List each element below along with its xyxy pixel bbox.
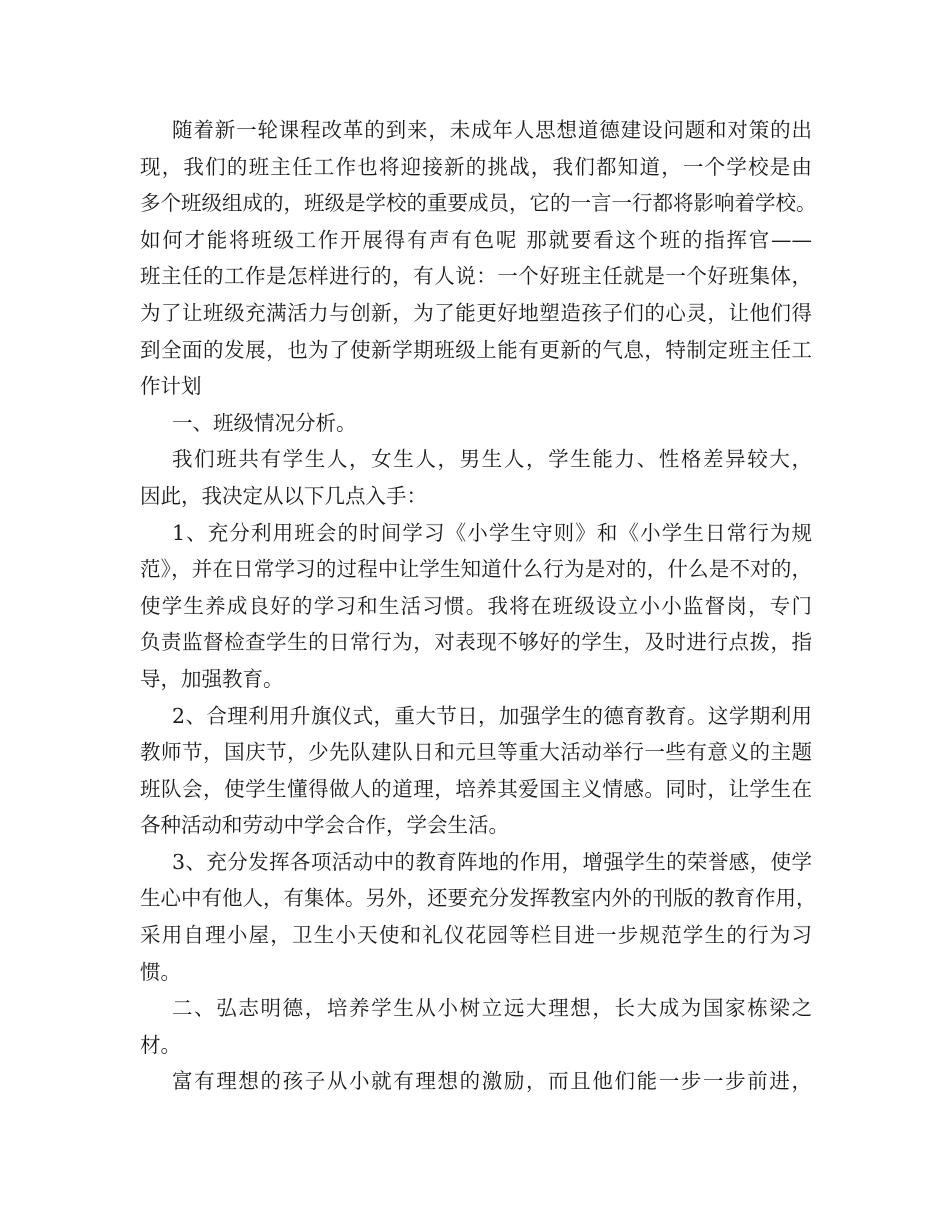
text-line: 生心中有他人，有集体。另外，还要充分发挥教室内外的刊版的教育作用， xyxy=(140,886,817,911)
text-line: 采用自理小屋，卫生小天使和礼仪花园等栏目进一步规范学生的行为习 xyxy=(140,923,812,948)
text-line: 3、充分发挥各项活动中的教育阵地的作用，增强学生的荣誉感，使学 xyxy=(172,849,812,874)
text-line: 班队会，使学生懂得做人的道理，培养其爱国主义情感。同时，让学生在 xyxy=(140,776,812,801)
text-line: 范》，并在日常学习的过程中让学生知道什么行为是对的，什么是不对的， xyxy=(140,557,812,582)
text-line: 一、班级情况分析。 xyxy=(172,410,357,435)
text-line: 现，我们的班主任工作也将迎接新的挑战，我们都知道，一个学校是由 xyxy=(140,154,812,179)
text-line: 如何才能将班级工作开展得有声有色呢 那就要看这个班的指挥官—— xyxy=(140,227,812,252)
text-line: 随着新一轮课程改革的到来，未成年人思想道德建设问题和对策的出 xyxy=(172,118,812,142)
text-line: 1、充分利用班会的时间学习《小学生守则》和《小学生日常行为规 xyxy=(172,520,812,545)
text-line: 负责监督检查学生的日常行为，对表现不够好的学生，及时进行点拨，指 xyxy=(140,630,812,655)
text-line: 惯。 xyxy=(140,959,181,984)
text-line: 各种活动和劳动中学会合作，学会生活。 xyxy=(140,813,509,838)
text-line: 使学生养成良好的学习和生活习惯。我将在班级设立小小监督岗，专门 xyxy=(140,593,812,618)
text-line: 到全面的发展，也为了使新学期班级上能有更新的气息，特制定班主任工 xyxy=(140,337,812,362)
document-body xyxy=(140,112,817,1100)
text-line: 班主任的工作是怎样进行的，有人说：一个好班主任就是一个好班集体， xyxy=(140,264,812,289)
text-line: 教师节，国庆节，少先队建队日和元旦等重大活动举行一些有意义的主题 xyxy=(140,740,812,765)
text-line: 作计划 xyxy=(140,374,202,399)
text-line: 材。 xyxy=(140,1032,181,1057)
text-line: 我们班共有学生人，女生人，男生人，学生能力、性格差异较大， xyxy=(172,447,812,472)
text-line: 多个班级组成的，班级是学校的重要成员，它的一言一行都将影响着学校。 xyxy=(140,191,817,216)
text-line: 导，加强教育。 xyxy=(140,666,284,691)
text-line: 因此，我决定从以下几点入手： xyxy=(140,483,427,508)
text-line: 为了让班级充满活力与创新，为了能更好地塑造孩子们的心灵，让他们得 xyxy=(140,300,812,325)
text-line: 二、弘志明德，培养学生从小树立远大理想，长大成为国家栋梁之 xyxy=(172,996,812,1021)
text-line: 2、合理利用升旗仪式，重大节日，加强学生的德育教育。这学期利用 xyxy=(172,703,812,728)
text-line: 富有理想的孩子从小就有理想的激励，而且他们能一步一步前进， xyxy=(172,1069,812,1094)
